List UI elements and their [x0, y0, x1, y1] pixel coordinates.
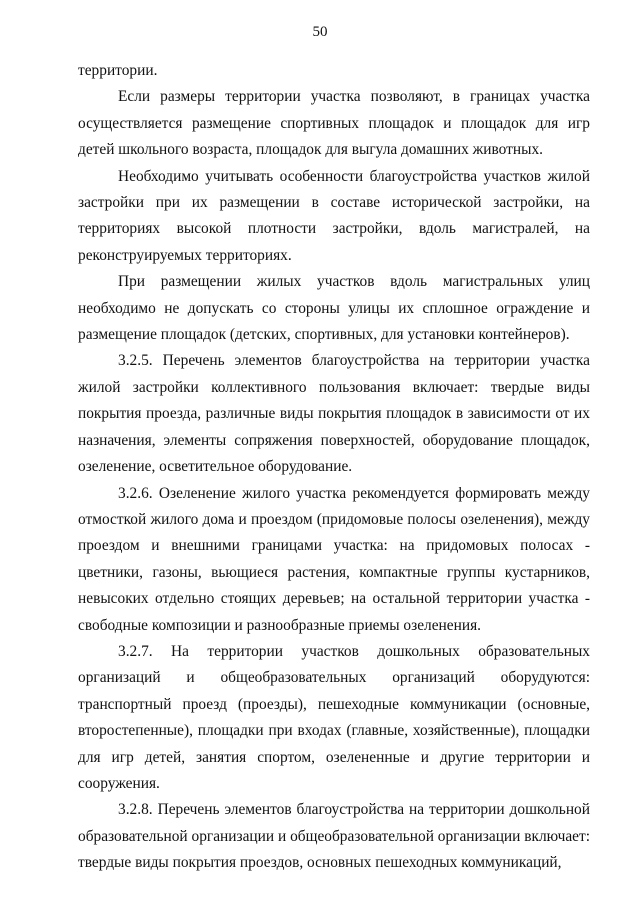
paragraph-3-2-7: 3.2.7. На территории участков дошкольных образовательных организаций и общеобразовательных организаций оборудуются: транспортный проезд (проезды), пешеходные коммуникации (основные, второстепенные), площадки при входах (главные, хозяйственные), площадки для игр детей, занятия спортом, озелененные и другие территории и сооружения. [78, 642, 590, 792]
paragraph-3-2-8: 3.2.8. Перечень элементов благоустройства на территории дошкольной образовательной организации и общеобразовательной организации включает: твердые виды покрытия проездов, основных пешеходных коммуникаций, [78, 801, 590, 872]
paragraph-sports-grounds: Если размеры территории участка позволяют, в границах участка осуществляется размещение спортивных площадок и площадок для игр детей школьного возраста, площадок для выгула домашних животных. [78, 88, 590, 159]
paragraph-historical-development: Необходимо учитывать особенности благоустройства участков жилой застройки при их размещении в составе исторической застройки, на территориях высокой плотности застройки, вдоль магистралей, на реконструируемых территориях. [78, 167, 590, 264]
paragraph-3-2-6: 3.2.6. Озеленение жилого участка рекомендуется формировать между отмосткой жилого дома и проездом (придомовые полосы озеленения), между проездом и внешними границами участка: на придомовых полосах - цветники, газоны, вьющиеся растения, компактные группы кустарников, невысоких отдельно стоящих деревьев; на остальной территории участка - свободные композиции и разнообразные приемы озеленения. [78, 484, 590, 634]
paragraph-3-2-5: 3.2.5. Перечень элементов благоустройства на территории участка жилой застройки коллективного пользования включает: твердые виды покрытия проезда, различные виды покрытия площадок в зависимости от их назначения, элементы сопряжения поверхностей, оборудование площадок, озеленение, осветительное оборудование. [78, 352, 590, 476]
paragraph-continuation: территории. [78, 62, 158, 79]
paragraph-main-streets: При размещении жилых участков вдоль магистральных улиц необходимо не допускать со стороны улицы их сплошное ограждение и размещение площадок (детских, спортивных, для установки контейнеров). [78, 273, 590, 344]
document-body [78, 58, 590, 877]
page-number: 50 [312, 24, 328, 40]
